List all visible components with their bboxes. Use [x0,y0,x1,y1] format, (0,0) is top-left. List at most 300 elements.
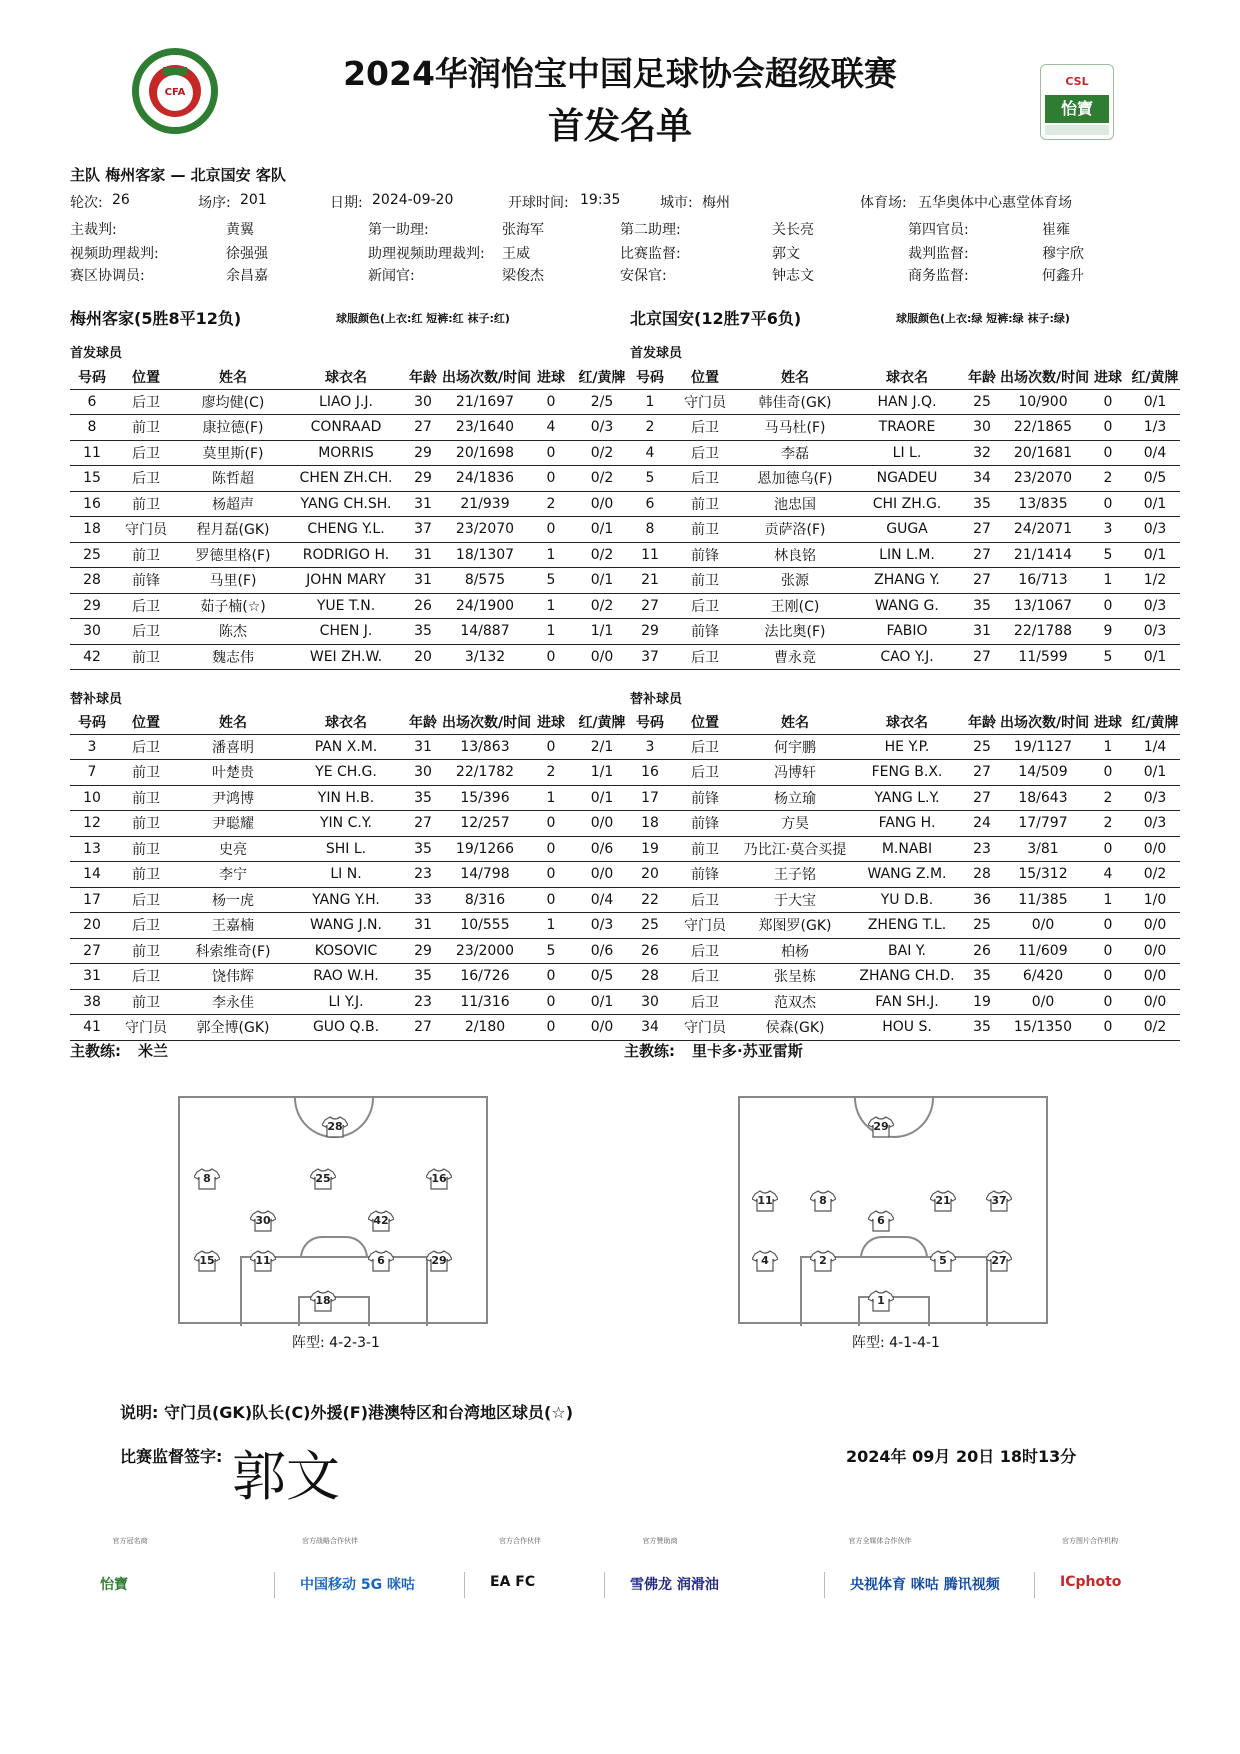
official-value: 王威 [502,246,530,262]
shirt-number: 8 [819,1194,827,1207]
cell-position: 后卫 [670,440,740,466]
table-row [70,785,630,811]
shirt-number: 15 [199,1254,215,1267]
cell-number: 14 [70,862,114,888]
cell-goals: 0 [528,644,574,670]
column-header-name: 姓名 [219,370,247,387]
cell-apps: 20/1698 [442,440,528,466]
cell-shirt-name: FAN SH.J. [850,989,964,1015]
player-shirt-icon [310,1290,336,1312]
cell-age: 19 [964,989,1000,1015]
column-header-goals: 进球 [537,715,565,732]
cell-number: 42 [70,644,114,670]
cell-number: 15 [70,466,114,492]
cell-goals: 5 [528,938,574,964]
match-no-label: 场序: [198,195,231,211]
cell-goals: 0 [1086,440,1130,466]
cell-goals: 0 [528,466,574,492]
legend-note: 说明: 守门员(GK)队长(C)外援(F)港澳特区和台湾地区球员(☆) [120,1403,574,1422]
cell-position: 后卫 [114,734,178,760]
cell-age: 36 [964,887,1000,913]
cell-name: 王刚(C) [740,593,850,619]
cell-name: 张源 [740,568,850,594]
column-header-age: 年龄 [968,715,996,732]
column-header-number: 号码 [78,370,106,387]
cell-goals: 9 [1086,619,1130,645]
official-value: 张海军 [502,222,544,238]
cell-number: 19 [630,836,670,862]
table-row [630,913,1180,939]
cell-age: 29 [404,440,442,466]
cell-shirt-name: FENG B.X. [850,760,964,786]
cell-position: 后卫 [114,440,178,466]
cell-position: 守门员 [670,913,740,939]
cell-cards: 0/3 [574,415,630,441]
cell-apps: 3/81 [1000,836,1086,862]
cell-apps: 6/420 [1000,964,1086,990]
cell-shirt-name: CONRAAD [288,415,404,441]
cell-goals: 0 [528,836,574,862]
cell-cards: 0/1 [574,785,630,811]
column-header-apps: 出场次数/时间 [1000,370,1090,387]
home-team-name: 梅州客家(5胜8平12负) [70,309,242,328]
cell-age: 31 [964,619,1000,645]
cell-goals: 0 [528,1015,574,1041]
cell-apps: 21/939 [442,491,528,517]
cell-cards: 0/1 [1130,760,1180,786]
table-row [70,836,630,862]
cell-goals: 5 [1086,542,1130,568]
cell-apps: 14/509 [1000,760,1086,786]
cell-apps: 15/312 [1000,862,1086,888]
sponsor-divider [1034,1572,1035,1598]
cell-name: 尹聪耀 [178,811,288,837]
cell-shirt-name: JOHN MARY [288,568,404,594]
cell-cards: 0/3 [1130,593,1180,619]
cell-age: 32 [964,440,1000,466]
cell-number: 27 [70,938,114,964]
cell-shirt-name: GUGA [850,517,964,543]
cell-name: 池忠国 [740,491,850,517]
official-value: 穆宇欣 [1042,246,1084,262]
column-header-position: 位置 [691,715,719,732]
cell-name: 魏志伟 [178,644,288,670]
cell-goals: 4 [1086,862,1130,888]
cell-position: 前卫 [670,491,740,517]
cell-apps: 20/1681 [1000,440,1086,466]
cell-shirt-name: WEI ZH.W. [288,644,404,670]
away-formation: 阵型: 4-1-4-1 [852,1335,940,1351]
cell-position: 前卫 [114,760,178,786]
sponsor-divider [464,1572,465,1598]
table-row [630,1015,1180,1041]
cell-goals: 0 [528,440,574,466]
column-header-number: 号码 [78,715,106,732]
cell-position: 后卫 [670,964,740,990]
official-value: 黄翼 [226,222,254,238]
cell-cards: 0/4 [574,887,630,913]
sponsor-divider [824,1572,825,1598]
cell-name: 杨立瑜 [740,785,850,811]
cell-name: 马里(F) [178,568,288,594]
shirt-number: 4 [761,1254,769,1267]
table-row [630,760,1180,786]
cell-cards: 0/0 [1130,913,1180,939]
player-shirt-icon [250,1250,276,1272]
cell-age: 27 [404,811,442,837]
cell-number: 29 [630,619,670,645]
column-header-name: 姓名 [781,370,809,387]
cell-apps: 14/887 [442,619,528,645]
city-value: 梅州 [702,195,730,211]
cell-apps: 23/2000 [442,938,528,964]
cell-cards: 1/1 [574,619,630,645]
cell-name: 林良铭 [740,542,850,568]
cell-name: 杨一虎 [178,887,288,913]
cell-cards: 2/5 [574,389,630,415]
cell-cards: 0/2 [1130,1015,1180,1041]
cell-position: 后卫 [670,415,740,441]
cell-apps: 24/1900 [442,593,528,619]
cell-number: 18 [630,811,670,837]
cell-goals: 0 [528,811,574,837]
table-row [630,938,1180,964]
shirt-number: 29 [431,1254,447,1267]
cell-shirt-name: LI N. [288,862,404,888]
cell-number: 4 [630,440,670,466]
cell-name: 杨超声 [178,491,288,517]
player-shirt-icon [868,1116,894,1138]
cell-apps: 2/180 [442,1015,528,1041]
cell-goals: 1 [528,593,574,619]
cell-apps: 21/1414 [1000,542,1086,568]
page-title: 2024华润怡宝中国足球协会超级联赛 [343,54,897,93]
cell-age: 27 [964,644,1000,670]
table-row [630,491,1180,517]
official-value: 钟志文 [772,268,814,284]
official-label: 新闻官: [368,268,415,284]
cell-shirt-name: ZHANG CH.D. [850,964,964,990]
cell-apps: 22/1782 [442,760,528,786]
column-header-age: 年龄 [968,370,996,387]
cell-position: 前卫 [670,568,740,594]
date-value: 2024-09-20 [372,192,454,208]
cell-apps: 19/1127 [1000,734,1086,760]
table-row [70,517,630,543]
shirt-number: 21 [935,1194,951,1207]
player-shirt-icon [368,1250,394,1272]
official-value: 何鑫升 [1042,268,1084,284]
cell-age: 27 [964,517,1000,543]
official-label: 助理视频助理裁判: [368,246,485,262]
official-label: 第一助理: [368,222,429,238]
cell-position: 后卫 [114,466,178,492]
cell-position: 前锋 [670,785,740,811]
shirt-number: 25 [315,1172,331,1185]
column-header-cards: 红/黄牌 [1131,370,1179,387]
cell-position: 后卫 [670,593,740,619]
cell-goals: 0 [528,389,574,415]
cell-apps: 11/599 [1000,644,1086,670]
cell-goals: 0 [1086,389,1130,415]
table-row [630,785,1180,811]
cell-shirt-name: BAI Y. [850,938,964,964]
cell-goals: 1 [528,619,574,645]
official-value: 崔雍 [1042,222,1070,238]
cell-cards: 0/1 [574,568,630,594]
cell-age: 28 [964,862,1000,888]
cell-age: 35 [404,785,442,811]
shirt-number: 42 [373,1214,389,1227]
cell-apps: 15/1350 [1000,1015,1086,1041]
cell-age: 30 [404,760,442,786]
cell-shirt-name: RODRIGO H. [288,542,404,568]
cell-number: 30 [630,989,670,1015]
sponsor-logo: 怡寶 [100,1577,128,1593]
home-formation: 阵型: 4-2-3-1 [292,1335,380,1351]
round-value: 26 [112,192,130,208]
home-coach: 米兰 [138,1042,169,1060]
cell-apps: 23/1640 [442,415,528,441]
sponsor-logo: 雪佛龙 润滑油 [630,1577,719,1593]
cell-position: 前锋 [114,568,178,594]
cell-apps: 11/385 [1000,887,1086,913]
away-starters-label: 首发球员 [630,346,683,361]
table-row [70,593,630,619]
cell-cards: 0/3 [574,913,630,939]
player-shirt-icon [930,1190,956,1212]
away-starters-table [630,366,1180,670]
table-row [70,491,630,517]
cell-apps: 14/798 [442,862,528,888]
cell-shirt-name: NGADEU [850,466,964,492]
column-header-cards: 红/黄牌 [578,370,626,387]
cell-age: 35 [404,836,442,862]
cell-age: 25 [964,389,1000,415]
cell-shirt-name: YU D.B. [850,887,964,913]
cell-age: 27 [404,415,442,441]
cell-number: 38 [70,989,114,1015]
cell-apps: 3/132 [442,644,528,670]
column-header-age: 年龄 [409,715,437,732]
cell-name: 范双杰 [740,989,850,1015]
player-shirt-icon [810,1250,836,1272]
official-value: 郭文 [772,246,800,262]
official-label: 第二助理: [620,222,681,238]
cell-number: 16 [630,760,670,786]
cell-apps: 0/0 [1000,989,1086,1015]
away-coach: 里卡多·苏亚雷斯 [692,1042,803,1060]
cell-name: 贡萨洛(F) [740,517,850,543]
column-header-name: 姓名 [781,715,809,732]
table-row [630,964,1180,990]
official-value: 余昌嘉 [226,268,268,284]
cell-name: 冯博轩 [740,760,850,786]
column-header-position: 位置 [132,715,160,732]
table-row [630,542,1180,568]
cell-goals: 1 [528,542,574,568]
cell-cards: 1/3 [1130,415,1180,441]
cell-number: 12 [70,811,114,837]
cell-name: 曹永竞 [740,644,850,670]
cell-name: 李磊 [740,440,850,466]
cell-name: 侯森(GK) [740,1015,850,1041]
cell-cards: 0/5 [574,964,630,990]
cell-goals: 0 [528,517,574,543]
home-starters-label: 首发球员 [70,346,123,361]
cell-apps: 12/257 [442,811,528,837]
table-header-row [70,711,630,734]
cell-shirt-name: CHI ZH.G. [850,491,964,517]
official-value: 关长亮 [772,222,814,238]
cell-shirt-name: LI Y.J. [288,989,404,1015]
supervisor-signature: 郭文 [232,1445,340,1508]
round-label: 轮次: [70,195,103,211]
cell-apps: 11/609 [1000,938,1086,964]
column-header-goals: 进球 [537,370,565,387]
table-row [70,1015,630,1041]
cell-goals: 0 [1086,989,1130,1015]
table-row [70,440,630,466]
sponsor-category: 官方战略合作伙伴 [302,1537,358,1545]
cell-age: 23 [964,836,1000,862]
cell-cards: 0/1 [1130,389,1180,415]
home-subs-table [70,711,630,1041]
column-header-position: 位置 [132,370,160,387]
cell-position: 前卫 [114,862,178,888]
match-line: 主队 梅州客家 — 北京国安 客队 [70,166,286,184]
cell-name: 柏杨 [740,938,850,964]
cell-position: 后卫 [114,913,178,939]
cell-shirt-name: TRAORE [850,415,964,441]
cell-position: 后卫 [114,964,178,990]
table-row [630,415,1180,441]
column-header-apps: 出场次数/时间 [442,370,532,387]
cell-apps: 18/643 [1000,785,1086,811]
cell-cards: 0/3 [1130,785,1180,811]
cell-apps: 18/1307 [442,542,528,568]
cell-apps: 13/863 [442,734,528,760]
official-label: 主裁判: [70,222,117,238]
cell-name: 尹鸿博 [178,785,288,811]
cell-shirt-name: LIAO J.J. [288,389,404,415]
sign-timestamp: 2024年 09月 20日 18时13分 [846,1447,1077,1466]
official-value: 徐强强 [226,246,268,262]
cell-age: 27 [964,760,1000,786]
cell-name: 康拉德(F) [178,415,288,441]
cell-position: 后卫 [114,389,178,415]
cell-name: 饶伟辉 [178,964,288,990]
player-shirt-icon [322,1116,348,1138]
shirt-number: 5 [939,1254,947,1267]
cell-number: 28 [630,964,670,990]
cell-number: 13 [70,836,114,862]
cell-name: 张呈栋 [740,964,850,990]
cell-name: 罗德里格(F) [178,542,288,568]
cell-cards: 0/0 [574,862,630,888]
table-row [70,542,630,568]
cell-shirt-name: CHEN ZH.CH. [288,466,404,492]
cell-number: 20 [70,913,114,939]
cell-number: 11 [70,440,114,466]
player-shirt-icon [194,1250,220,1272]
cell-name: 程月磊(GK) [178,517,288,543]
cell-number: 30 [70,619,114,645]
cell-goals: 2 [528,491,574,517]
cell-goals: 1 [1086,887,1130,913]
cell-goals: 1 [528,785,574,811]
cell-shirt-name: RAO W.H. [288,964,404,990]
cell-cards: 0/0 [1130,938,1180,964]
cell-position: 后卫 [114,619,178,645]
sponsor-logo: EA FC [490,1574,536,1590]
table-row [70,964,630,990]
cell-position: 后卫 [670,887,740,913]
away-kit-colors: 球服颜色(上衣:绿 短裤:绿 袜子:绿) [896,312,1070,325]
cell-cards: 0/2 [1130,862,1180,888]
cell-number: 8 [70,415,114,441]
cell-apps: 21/1697 [442,389,528,415]
cell-shirt-name: WANG Z.M. [850,862,964,888]
table-row [630,862,1180,888]
cell-number: 1 [630,389,670,415]
column-header-apps: 出场次数/时间 [442,715,532,732]
cell-cards: 0/0 [1130,989,1180,1015]
player-shirt-icon [752,1250,778,1272]
cell-number: 37 [630,644,670,670]
table-row [630,734,1180,760]
cell-name: 茹子楠(☆) [178,593,288,619]
cell-age: 29 [404,466,442,492]
cell-cards: 1/0 [1130,887,1180,913]
cell-shirt-name: WANG G. [850,593,964,619]
shirt-number: 37 [991,1194,1007,1207]
cell-name: 恩加德乌(F) [740,466,850,492]
column-header-shirt-name: 球衣名 [325,370,367,387]
cell-age: 23 [404,862,442,888]
cell-age: 35 [964,964,1000,990]
shirt-number: 29 [873,1120,889,1133]
cell-name: 科索维奇(F) [178,938,288,964]
cell-number: 2 [630,415,670,441]
cell-number: 17 [70,887,114,913]
player-shirt-icon [868,1290,894,1312]
player-shirt-icon [250,1210,276,1232]
table-row [630,644,1180,670]
player-shirt-icon [752,1190,778,1212]
table-row [630,568,1180,594]
home-coach-label: 主教练: [70,1042,121,1060]
cell-age: 35 [964,593,1000,619]
sponsor-logo: ICphoto [1060,1574,1122,1590]
cell-name: 王嘉楠 [178,913,288,939]
cell-shirt-name: YIN H.B. [288,785,404,811]
cell-age: 30 [404,389,442,415]
player-shirt-icon [426,1168,452,1190]
cell-apps: 15/396 [442,785,528,811]
cell-cards: 0/5 [1130,466,1180,492]
stadium-value: 五华奥体中心惠堂体育场 [918,195,1072,211]
cell-age: 31 [404,734,442,760]
sponsor-logo: 央视体育 咪咕 腾讯视频 [850,1577,1000,1593]
player-shirt-icon [868,1210,894,1232]
table-row [70,389,630,415]
away-coach-label: 主教练: [624,1042,675,1060]
cell-position: 后卫 [670,989,740,1015]
cell-name: 史亮 [178,836,288,862]
cell-shirt-name: CHENG Y.L. [288,517,404,543]
cell-shirt-name: HOU S. [850,1015,964,1041]
